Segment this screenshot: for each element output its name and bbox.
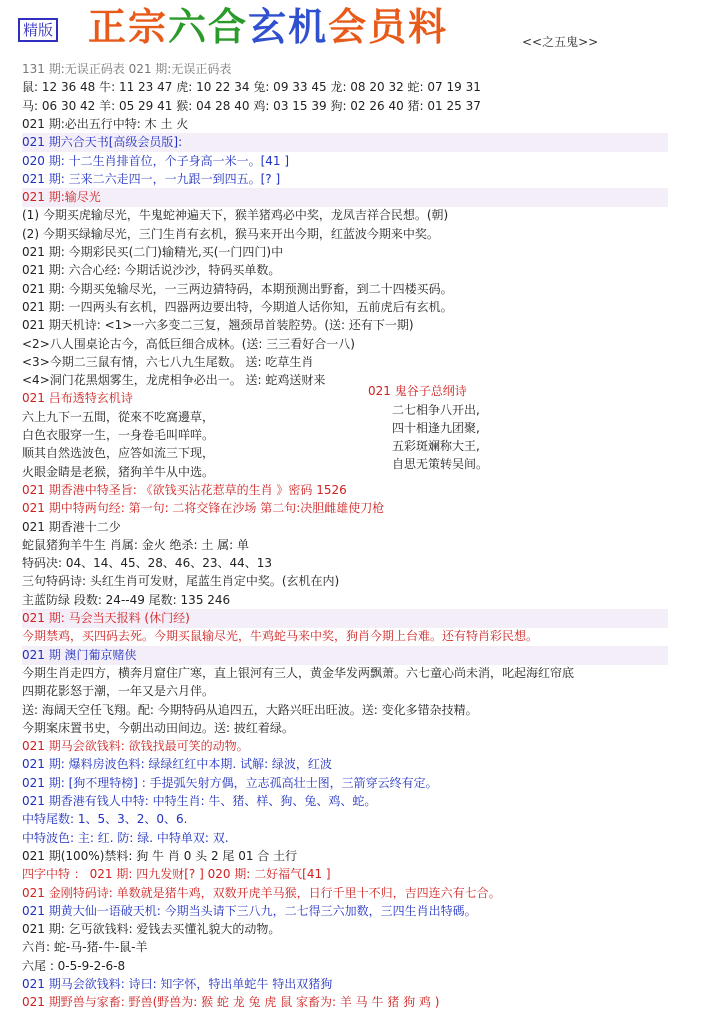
title-char: 料 (408, 4, 449, 49)
text-line: 021 吕布透特玄机诗 (22, 391, 133, 406)
text-line: 六肖: 蛇-马-猪-牛-鼠-羊 (22, 940, 148, 955)
text-line: 送: 海阔天空任飞翔。配: 今期特码从追四五，大路兴旺出旺波。送: 变化多错杂技精。 (22, 702, 478, 717)
page-title (88, 4, 448, 50)
text-line: 021 期马会欲钱料: 诗曰: 知字怀，特出单蛇牛 特出双猪狗 (22, 977, 333, 991)
title-char: 玄 (248, 4, 289, 49)
text-line: 今期禁鸡，买四码去死。今期买鼠输尽光，牛鸡蛇马来中奖，狗肖今期上台难。还有特肖彩民想。 (22, 629, 539, 644)
title-char: 宗 (128, 4, 169, 49)
ghost-valley-title: 021 鬼谷子总纲诗 (368, 384, 467, 398)
title-char: 六 (168, 4, 209, 49)
text-line: 021 期: 今期彩民买(二门)输精光,买(一门四门)中 (22, 245, 284, 259)
text-line: 021 期野兽与家畜: 野兽(野兽为: 猴 蛇 龙 兔 虎 鼠 家畜为: 羊 马 牛 猪 狗 鸡 ) (22, 995, 440, 1010)
text-line: 蛇鼠猪狗羊牛生 肖属: 金火 绝杀: 土 属: 单 (22, 537, 250, 552)
text-line: 021 期: 爆料房波色料: 绿绿红红中本期. 试解: 绿波，红波 (22, 757, 332, 772)
text-line: 021 期: 马会当天报料 (休门经) (22, 609, 668, 628)
text-line: 021 期马会欲钱料: 欲钱找最可笑的动物。 (22, 739, 249, 754)
text-line: (1) 今期买虎输尽光，牛鬼蛇神遍天下，猴羊猪鸡必中奖，龙凤吉祥合民想。(朝) (22, 208, 449, 223)
version-badge: 精版 (18, 18, 58, 42)
text-line: 021 期黄大仙一语破天机: 今期当头请下三八九，二七得三六加数，三四生肖出特碼。 (22, 903, 477, 918)
text-line: 顺其自然选波色，应答如流三下现， (22, 446, 215, 461)
text-line: 021 期香港中特圣旨: 《欲钱买沾花惹草的生肖 》密码 1526 (22, 482, 347, 497)
text-line: 中特波色: 主: 红. 防: 绿. 中特单双: 双. (22, 830, 229, 845)
page-subtitle: <<之五鬼>> (522, 35, 599, 49)
text-line: 三句特码诗: 头红生肖可发财，尾蓝生肖定中奖。(玄机在内) (22, 574, 340, 589)
ghost-valley-line: 二七相争八开出, (392, 403, 480, 417)
text-line: 021 期香港十二少 (22, 519, 121, 534)
text-line: <4>洞门花黑烟雾生，龙虎相争必出一。 送: 蛇鸡送财来 (22, 373, 326, 388)
text-line: 四字中特 ： 021 期: 四九发财[? ] 020 期: 二好福气[41 ] (22, 867, 331, 882)
title-char: 机 (288, 4, 329, 49)
text-line: 鼠: 12 36 48 牛: 11 23 47 虎: 10 22 34 兔: 09 33 45 龙: 08 20 32 蛇: 07 19 31 (22, 80, 481, 95)
text-line: 021 金刚特码诗: 单数就是猪牛鸡，双数开虎羊马猴，日行千里十不归，吉四连六有七合。 (22, 885, 501, 900)
text-line: 021 期:必出五行中特: 木 土 火 (22, 116, 189, 131)
title-char: 员 (368, 4, 409, 49)
text-line: 中特尾数: 1、5、3、2、0、6. (22, 812, 188, 827)
text-line: 火眼金睛是老猴，猪狗羊牛从中选。 (22, 464, 215, 479)
text-line: 131 期:无误正码表 021 期:无误正码表 (22, 62, 232, 76)
text-line: <3>今期二三鼠有情，六七八九生尾数。 送: 吃草生肖 (22, 354, 314, 369)
text-line: 021 期(100%)禁料: 狗 牛 肖 0 头 2 尾 01 合 土行 (22, 848, 298, 863)
title-char: 正 (88, 4, 129, 49)
text-line: 特码决: 04、14、45、28、46、23、44、13 (22, 556, 273, 571)
text-line: 六上九下一五間，從來不吃窩邊草， (22, 409, 215, 424)
text-line: 021 期: 一四两头有玄机，四器两边要出特，今期道人话你知，五前虎后有玄机。 (22, 299, 453, 314)
title-char: 合 (208, 4, 249, 49)
text-line: 021 期: [狗不理特榜] : 手提弧矢射方偶，立志孤高壮士图，三箭穿云终有定。 (22, 775, 438, 790)
text-line: 021 期天机诗: <1>一六多变二三复，翘颈昂首装腔势。(送: 还有下一期) (22, 318, 414, 333)
text-line: 021 期香港有钱人中特: 中特生肖: 牛、猪、样、狗、兔、鸡、蛇。 (22, 794, 377, 808)
ghost-valley-line: 四十相逢九团聚, (392, 421, 480, 435)
text-line: 白色衣服穿一生，一身卷毛叫咩咩。 (22, 428, 215, 442)
text-line: 今期案床置书史，今朝出动田间边。送: 披红着绿。 (22, 720, 294, 735)
ghost-valley-line: 自思无策转吴间。 (392, 457, 489, 471)
text-line: <2>八人围桌论古今，高低巨细合成林。(送: 三三看好合一八) (22, 336, 355, 351)
header (0, 0, 702, 58)
text-line: 021 期: 今期买兔输尽光，一三两边猜特码，本期预测出野畜，到二十四楼买码。 (22, 281, 453, 296)
text-line: 020 期: 十二生肖排首位，个子身高一米一。[41 ] (22, 153, 290, 168)
text-line: 主蓝防绿 段数: 24--49 尾数: 135 246 (22, 592, 231, 607)
ghost-valley-line: 五彩斑斓称大王, (392, 439, 480, 453)
text-line: 马: 06 30 42 羊: 05 29 41 猴: 04 28 40 鸡: 03 15 39 狗: 02 26 40 猪: 01 25 37 (22, 98, 481, 113)
text-line: 021 期:输尽光 (22, 188, 668, 207)
title-char: 会 (328, 4, 369, 49)
text-line: (2) 今期买绿输尽光，三门生肖有玄机，猴马来开出今期，红蓝波今期来中奖。 (22, 226, 439, 241)
text-line: 021 期: 三来二六走四一，一九跟一到四五。[? ] (22, 171, 281, 186)
text-line: 021 期六合天书[高级会员版]: (22, 133, 668, 152)
text-line: 021 期中特两句经: 第一句: 二将交锋在沙场 第二句:决胆雌雄使刀枪 (22, 501, 385, 516)
text-line: 六尾 : 0-5-9-2-6-8 (22, 958, 126, 973)
text-line: 021 期: 乞丐欲钱料: 爱钱去买懂礼貌大的动物。 (22, 922, 281, 937)
text-line: 今期生肖走四方，横奔月窟住广寒，直上银河有三人，黄金华发两飘萧。六七童心尚未消，叱起海红帘底 (22, 665, 575, 680)
text-line: 021 期 澳门葡京赌侠 (22, 646, 668, 665)
text-line: 021 期: 六合心经: 今期话说沙沙，特码买单数。 (22, 263, 281, 278)
text-line: 四期花影怒于潮，一年又是六月伴。 (22, 684, 215, 699)
